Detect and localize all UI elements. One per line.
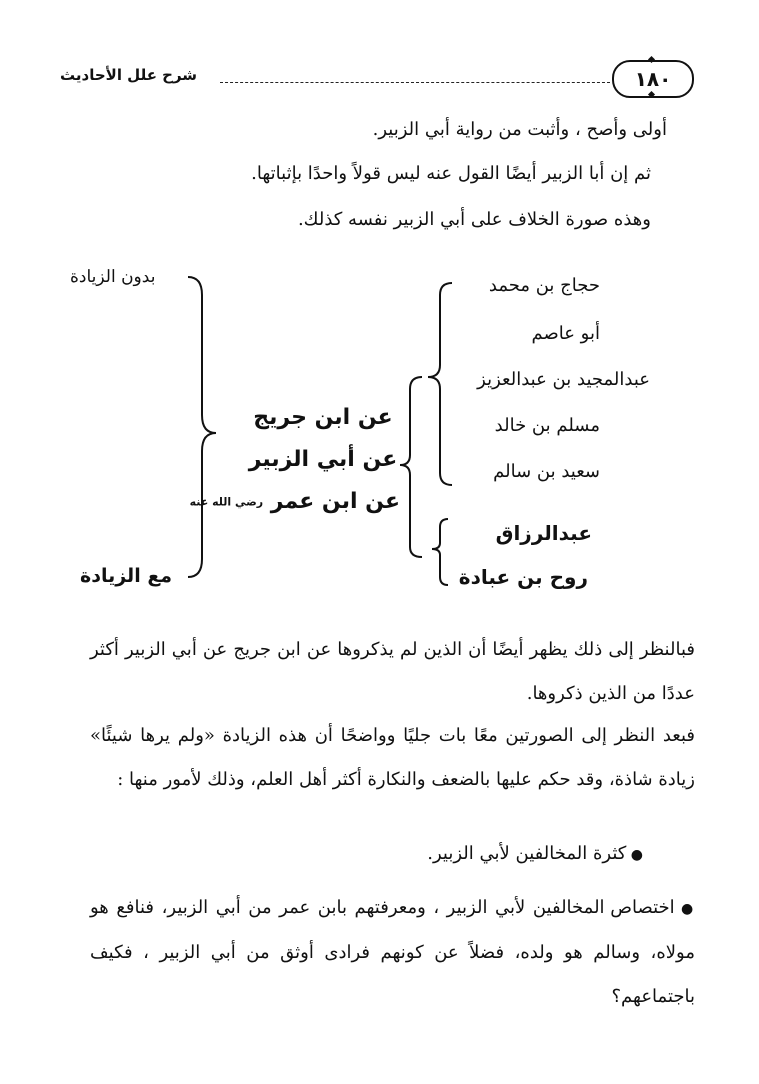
intro-line-1: أولى وأصح ، وأثبت من رواية أبي الزبير. [372,119,667,140]
intro-line-2: ثم إن أبا الزبير أيضًا القول عنه ليس قولاً واحدًا بإثباتها. [251,163,651,184]
narrator-muslim: مسلم بن خالد [494,415,600,436]
paragraph-2: فبعد النظر إلى الصورتين معًا بات جليًا وواضحًا أن هذه الزيادة «ولم يرها شيئًا» زيادة شاذة، وقد حكم عليها بالضعف والنكارة أكثر أهل العلم، وذلك لأمور منها : [90,725,695,790]
chain-abu-zubayr: عن أبي الزبير [248,447,398,472]
label-with-addition: مع الزيادة [80,565,173,587]
page-number: ١٨٠ [634,67,672,91]
running-title: شرح علل الأحاديث [60,66,198,84]
narrator-abdulmajid: عبدالمجيد بن عبدالعزيز [477,369,650,390]
bullet-1: ● كثرة المخالفين لأبي الزبير. [63,842,643,867]
ornament-dot-top [648,56,655,63]
diagram-braces [60,265,700,605]
header-rule [220,82,610,83]
isnad-diagram [60,265,700,605]
page-number-badge [612,60,694,98]
narrator-abu-asim: أبو عاصم [531,323,600,344]
intro-line-3: وهذه صورة الخلاف على أبي الزبير نفسه كذلك. [297,209,651,230]
narrator-hajjaj: حجاج بن محمد [488,275,600,296]
label-without-addition: بدون الزيادة [70,267,156,287]
paragraph-1: فبالنظر إلى ذلك يظهر أيضًا أن الذين لم يذكروها عن ابن جريج عن أبي الزبير أكثر عددًا من الذين ذكروها. [90,639,695,704]
chain-ibn-jurayj: عن ابن جريج [253,405,393,430]
chain-ibn-umar [189,489,400,514]
narrator-abdulrazzaq: عبدالرزاق [495,521,592,545]
ornament-dot-bottom [648,91,655,98]
narrator-said: سعيد بن سالم [493,461,600,482]
honorific-glyph: رضي الله عنه [189,495,264,509]
bullet-2: ● اختصاص المخالفين لأبي الزبير ، ومعرفتهم بابن عمر من أبي الزبير، فنافع هو مولاه، وسالم هو ولده، فضلاً عن كونهم فرادى أوثق من أبي الزبير ، فكيف باجتماعهم؟ [90,886,695,1019]
page-header [60,58,700,98]
narrator-rawh: روح بن عبادة [458,565,588,589]
chain-ibn-umar-text: عن ابن عمر [270,489,400,514]
